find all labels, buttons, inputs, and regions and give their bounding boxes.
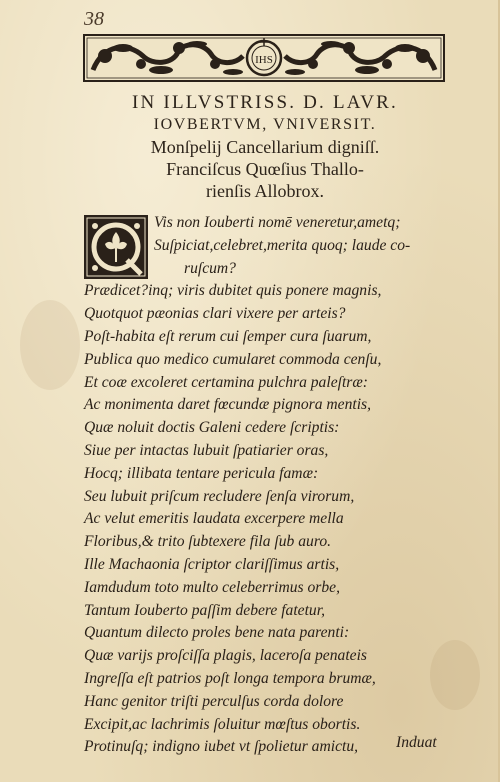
poem-line: Prædicet?inq; viris dubitet quis ponere magnis,	[84, 282, 382, 300]
catchword: Induat	[396, 734, 437, 751]
poem-line: Tantum Iouberto paſſim debere fatetur,	[84, 601, 325, 619]
heading-line-2: IOVBERTVM, VNIVERSIT.	[153, 116, 377, 133]
poem-line: Poſt-habita eſt rerum cui ſemper cura ſuarum,	[84, 327, 372, 345]
poem-line: Quæ varijs proſciſſa plagis, laceroſa penateis	[84, 647, 367, 665]
poem-line: Ingreſſa eſt patrios poſt longa tempora brumæ,	[84, 669, 376, 687]
heading-line-4: Franciſcus Quœſius Thallo-	[166, 159, 364, 179]
poem-line: Seu lubuit priſcum recludere ſenſa virorum,	[84, 487, 355, 505]
poem-line: Et coæ excoleret certamina pulchra paleſtræ:	[84, 373, 368, 391]
poem-line: Vis non Iouberti nomē veneretur,ametq;	[154, 214, 401, 231]
poem-line: Protinuſq; indigno iubet vt ſpolietur amictu,	[84, 738, 359, 756]
poem-line: Quæ noluit doctis Galeni cedere ſcriptis:	[84, 419, 340, 437]
page-number: 38	[84, 8, 104, 30]
poem-line: Ille Machaonia ſcriptor clariſſimus artis,	[84, 555, 340, 573]
headpiece-ornament-icon	[83, 34, 445, 82]
poem-line: Ac monimenta daret fœcundæ pignora mentis,	[84, 396, 372, 414]
poem-heading	[70, 92, 460, 202]
poem-line: Excipit,ac lachrimis ſoluitur mœſtus obortis.	[84, 715, 361, 733]
poem-line: Quantum dilecto proles bene nata parenti:	[84, 624, 350, 642]
poem-line: Publica quo medico cumularet commoda cenſu,	[84, 350, 382, 368]
paper-stain	[20, 300, 80, 390]
poem-line: Siue per intactas lubuit ſpatiarier oras,	[84, 441, 329, 459]
poem-line: Quotquot pæonias clari vixere per arteis?	[84, 305, 346, 323]
poem-line: Suſpiciat,celebret,merita quoq; laude co-	[154, 236, 411, 254]
svg-text:IHS: IHS	[255, 54, 273, 66]
poem-line: Floribus,& trito ſubtexere fila ſub auro.	[84, 533, 332, 551]
poem-body	[84, 212, 464, 759]
poem-line: Ac velut emeritis laudata excerpere mella	[84, 510, 344, 528]
poem-line: Hocq; illibata tentare pericula famæ:	[84, 464, 319, 482]
poem-line: Iamdudum toto multo celeberrimus orbe,	[84, 578, 340, 596]
heading-line-5: rienſis Allobrox.	[206, 181, 324, 201]
heading-line-3: Monſpelij Cancellarium digniſſ.	[150, 137, 380, 157]
poem-line: ruſcum?	[184, 259, 236, 277]
poem-line: Hanc genitor triſti perculſus corda dolore	[84, 692, 344, 710]
heading-line-1: IN ILLVSTRISS. D. LAVR.	[132, 92, 398, 113]
